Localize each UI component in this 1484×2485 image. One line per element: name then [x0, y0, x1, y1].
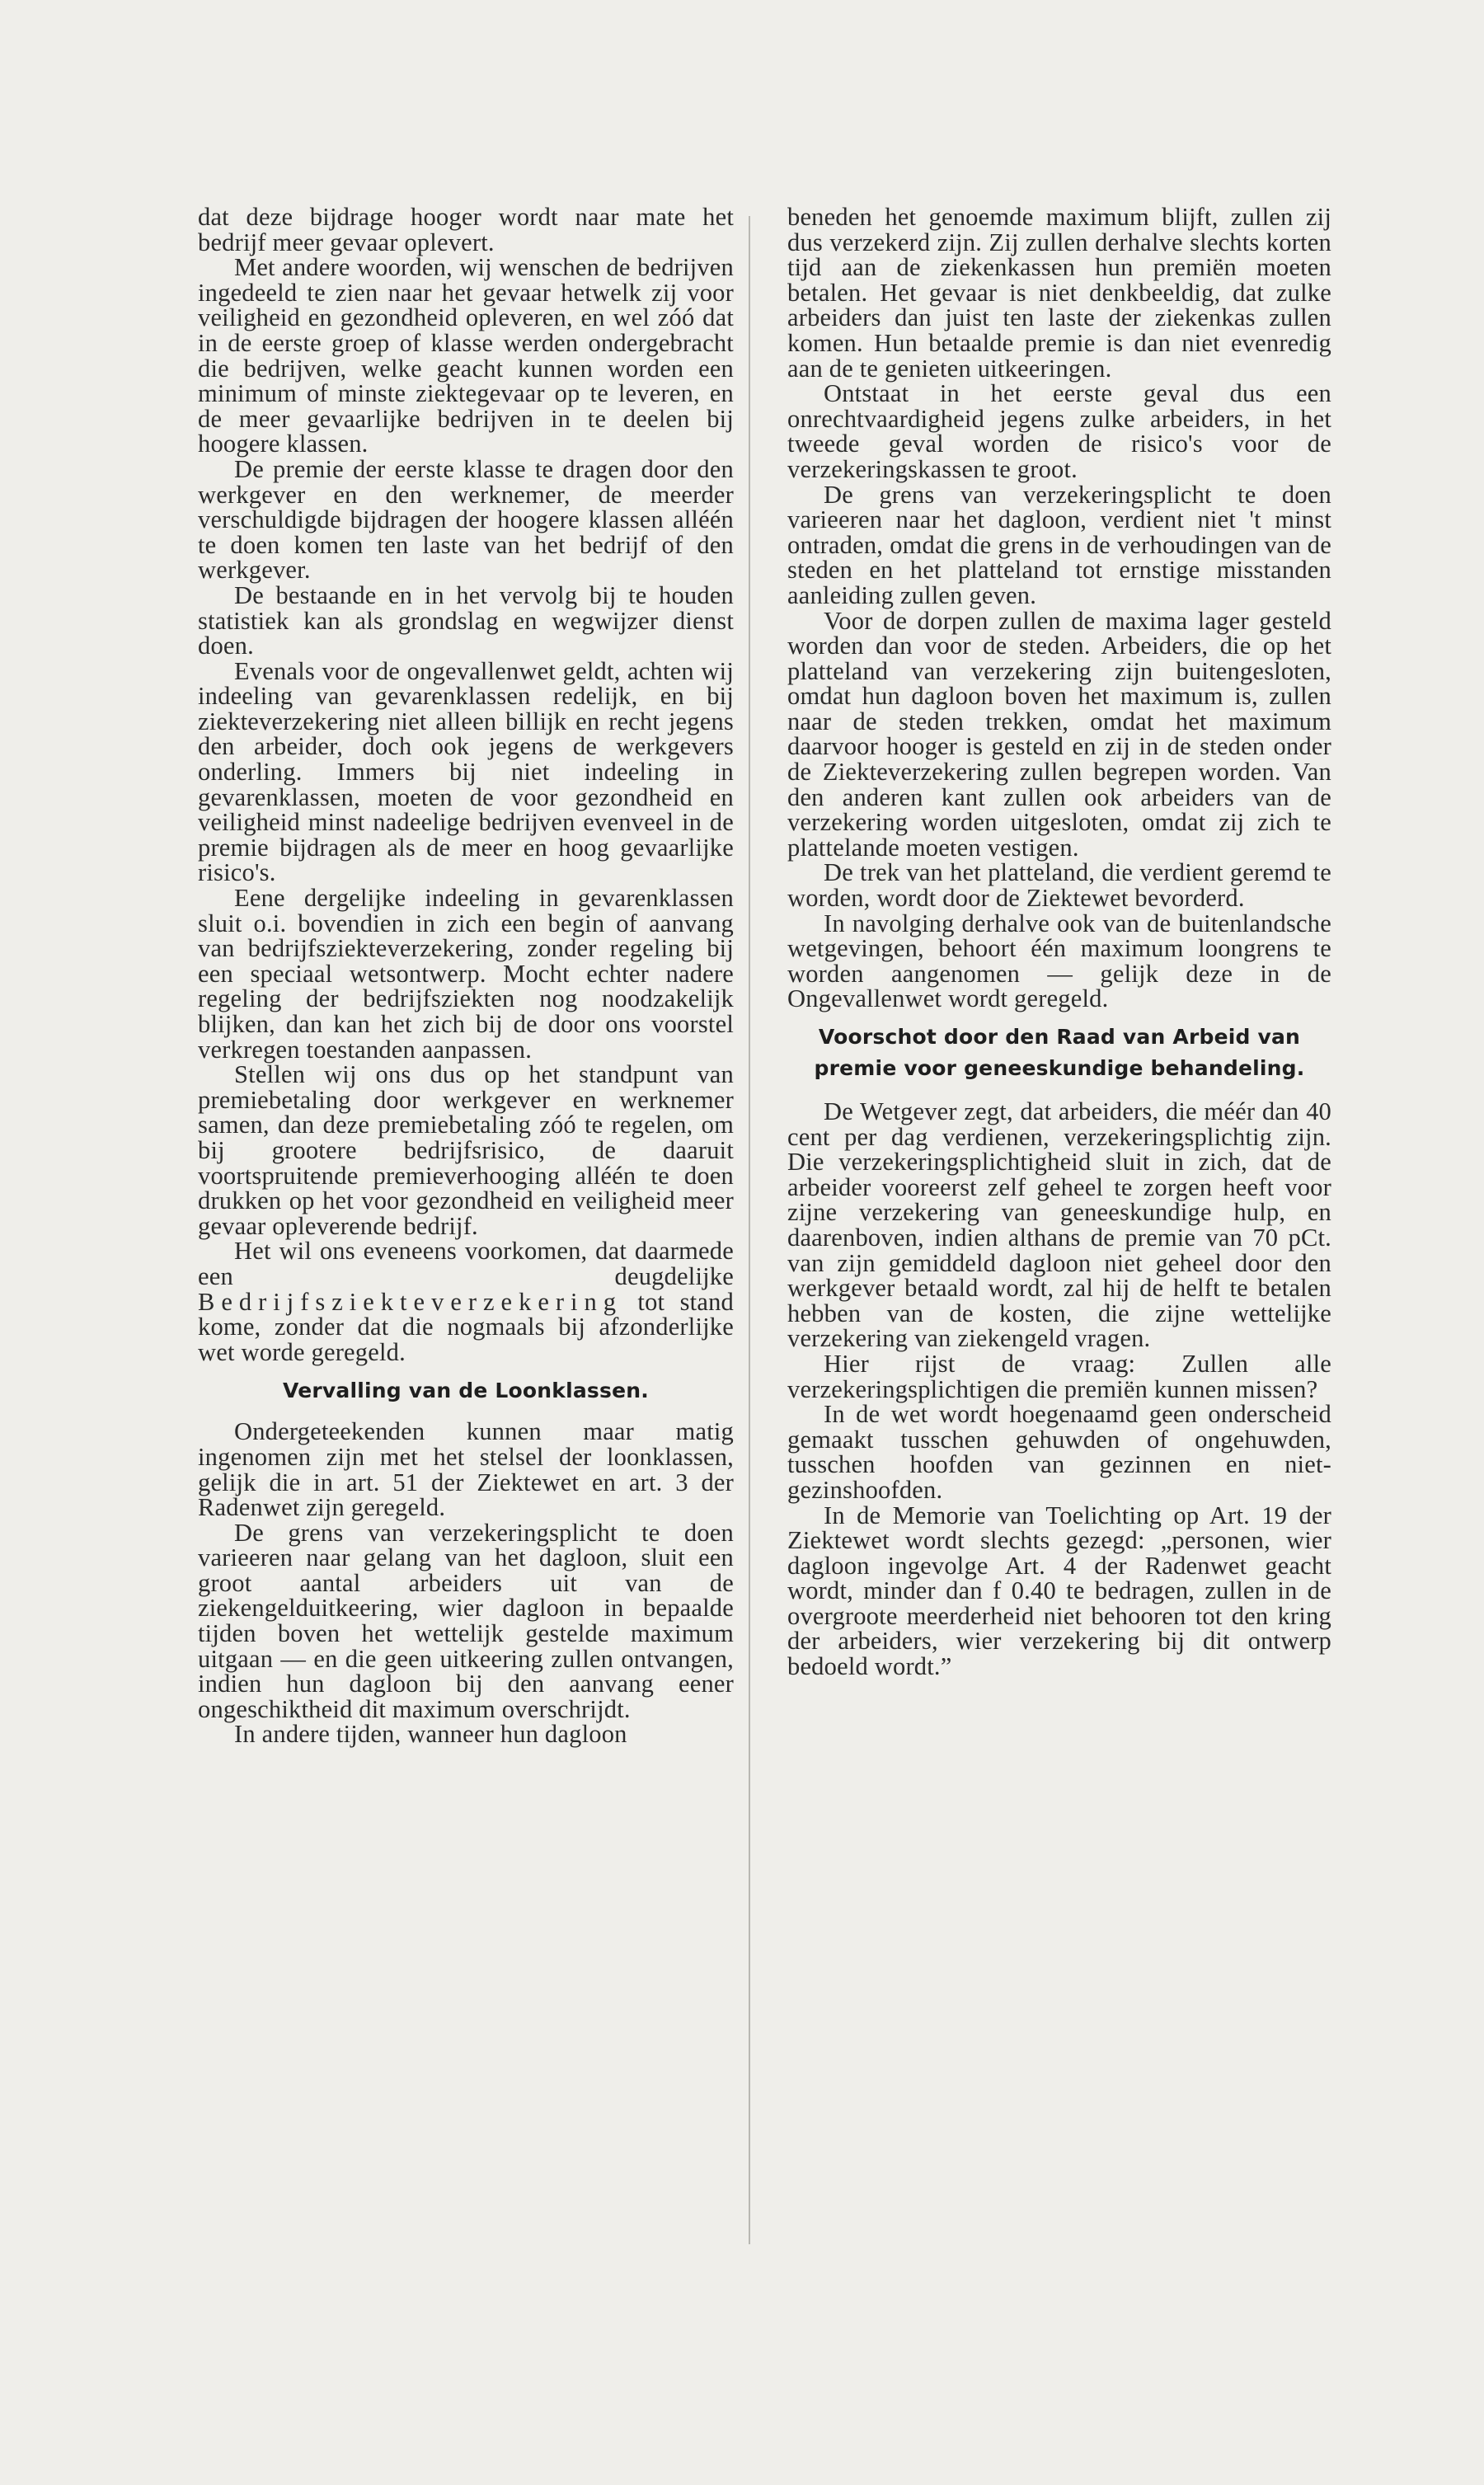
paragraph: De bestaande en in het vervolg bij te houden statistiek kan als grondslag en wegwijzer dienst doen. [198, 580, 734, 660]
paragraph: beneden het genoemde maximum blijft, zullen zij dus verzekerd zijn. Zij zullen derhalve slechts korten tijd aan de ziekenkassen hun premiën moeten betalen. Het gevaar is niet denkbeeldig, dat zulke arbeiders dan juist ten laste der ziekenkas zullen komen. Hun betaalde premie is dan niet evenredig aan de te genieten uitkeeringen. [787, 203, 1331, 383]
emphasized-term: Bedrijfsziekteverzekering [198, 1287, 623, 1316]
paragraph: De grens van verzekeringsplicht te doen varieeren naar gelang van het dagloon, sluit een groot aantal arbeiders uit van de ziekengelduitkeering, wier dagloon in bepaalde tijden boven het wettelijk gestelde maximum uitgaan — en die geen uitkeering zullen ontvangen, indien hun dagloon bij den aanvang eener ongeschiktheid dit maximum overschrijdt. [198, 1518, 734, 1723]
left-column [198, 204, 734, 1747]
paragraph: In de Memorie van Toelichting op Art. 19 der Ziektewet wordt slechts gezegd: „personen, wier dagloon ingevolge Art. 4 der Radenwet geacht wordt, minder dan f 0.40 te bedragen, zullen in de overgroote meerderheid niet behooren tot den kring der arbeiders, wier verzekering bij dit ontwerp bedoeld wordt.” [787, 1501, 1331, 1681]
paragraph [198, 1238, 734, 1365]
paragraph: De trek van het platteland, die verdient geremd te worden, wordt door de Ziektewet bevorderd. [787, 858, 1331, 913]
paragraph: De Wetgever zegt, dat arbeiders, die méér dan 40 cent per dag verdienen, verzekeringsplichtig zijn. Die verzekeringsplichtigheid sluit in zich, dat de arbeider vooreerst zelf geheel te zorgen heeft voor zijne verzekering van geneeskundige hulp, en daarenboven, indien althans de premie van 70 pCt. van zijn gemiddeld dagloon niet geheel door den werkgever betaald wordt, zal hij de helft te betalen hebben van de kosten, die zijne wettelijke verzekering van ziekengeld vragen. [787, 1097, 1331, 1353]
paragraph: Hier rijst de vraag: Zullen alle verzekeringsplichtigen die premiën kunnen missen? [787, 1349, 1331, 1403]
paragraph-text: Het wil ons eveneens voorkomen, dat daarmede een deugdelijke [198, 1237, 734, 1290]
column-divider [749, 216, 750, 2244]
paragraph: Ontstaat in het eerste geval dus een onrechtvaardigheid jegens zulke arbeiders, in het tweede geval worden de risico's voor de verzekeringskassen te groot. [787, 379, 1331, 483]
paragraph: Stellen wij ons dus op het standpunt van premiebetaling door werkgever en werknemer samen, dan deze premiebetaling zóó te regelen, om bij grootere bedrijfsrisico, de daaruit voortspruitende premieverhooging alléén te doen drukken op het voor gezondheid en veiligheid meer gevaar opleverende bedrijf. [198, 1060, 734, 1240]
section-heading-line: Voorschot door den Raad van Arbeid van [818, 1025, 1301, 1049]
paragraph: dat deze bijdrage hooger wordt naar mate het bedrijf meer gevaar oplevert. [198, 203, 734, 256]
paragraph: De grens van verzekeringsplicht te doen varieeren naar het dagloon, verdient niet 't minst ontraden, omdat die grens in de verhoudingen van de steden en het platteland tot ernstige misstanden aanleiding zullen geven. [787, 480, 1331, 609]
right-column [787, 204, 1331, 1679]
paragraph: Eene dergelijke indeeling in gevarenklassen sluit o.i. bovendien in zich een begin of aanvang van bedrijfsziekteverzekering, zonder regeling bij een speciaal wetsontwerp. Mocht echter nadere regeling der bedrijfsziekten nog noodzakelijk blijken, dan kan het zich bij de door ons voorstel verkregen toestanden aanpassen. [198, 884, 734, 1064]
paragraph: De premie der eerste klasse te dragen door den werkgever en den werknemer, de meerder verschuldigde bijdragen der hoogere klassen alléén te doen komen ten laste van het bedrijf of den werkgever. [198, 454, 734, 585]
paragraph: In navolging derhalve ook van de buitenlandsche wetgevingen, behoort één maximum loongrens te worden aangenomen — gelijk deze in de Ongevallenwet wordt geregeld. [787, 909, 1331, 1013]
paragraph: Evenals voor de ongevallenwet geldt, achten wij indeeling van gevarenklassen redelijk, en bij ziekteverzekering niet alleen billijk en recht jegens den arbeider, doch ook jegens de werkgevers onderling. Immers bij niet indeeling in gevarenklassen, moeten de voor gezondheid en veiligheid minst nadeelige bedrijven evenveel in de premie bijdragen als de meer en hoog gevaarlijke risico's. [198, 656, 734, 887]
section-heading-line: premie voor geneeskundige behandeling. [814, 1056, 1305, 1080]
paragraph: Voor de dorpen zullen de maxima lager gesteld worden dan voor de steden. Arbeiders, die op het platteland van verzekering zijn buitengesloten, omdat hun dagloon boven het maximum is, zullen naar de steden trekken, omdat het maximum daarvoor hooger is gesteld en zij in de steden onder de Ziekteverzekering zullen begrepen worden. Van den anderen kant zullen ook arbeiders van de verzekering worden uitgesloten, omdat zij zich te plattelande moeten vestigen. [787, 606, 1331, 862]
paragraph: In andere tijden, wanneer hun dagloon [234, 1720, 627, 1749]
section-heading [787, 1022, 1331, 1084]
paragraph: Ondergeteekenden kunnen maar matig ingenomen zijn met het stelsel der loonklassen, gelijk die in art. 51 der Ziektewet en art. 3 der Radenwet zijn geregeld. [198, 1417, 734, 1522]
paragraph-text: tot stand kome, zonder dat die nogmaals bij afzonderlijke wet worde geregeld. [198, 1287, 734, 1366]
section-heading: Vervalling van de Loonklassen. [283, 1379, 649, 1403]
paragraph: In de wet wordt hoegenaamd geen onderscheid gemaakt tusschen gehuwden of ongehuwden, tusschen hoofden van gezinnen en niet-gezinshoofden. [787, 1400, 1331, 1504]
paragraph: Met andere woorden, wij wenschen de bedrijven ingedeeld te zien naar het gevaar hetwelk zij voor veiligheid en gezondheid opleveren, en wel zóó dat in de eerste groep of klasse werden ondergebracht die bedrijven, welke geacht kunnen worden een minimum of minste ziektegevaar op te leveren, en de meer gevaarlijke bedrijven in te deelen bij hoogere klassen. [198, 253, 734, 458]
